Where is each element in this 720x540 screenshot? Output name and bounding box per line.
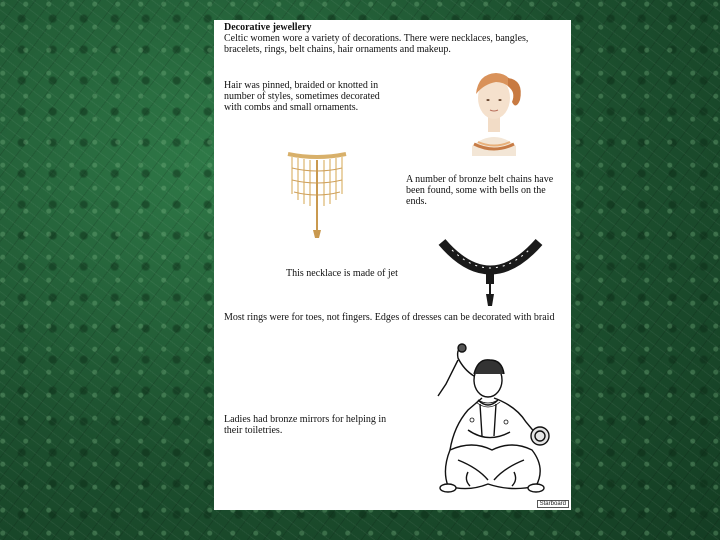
belt-chain-illustration	[286, 148, 348, 240]
hair-text: Hair was pinned, braided or knotted in number of styles, sometimes decorated with combs and small ornaments.	[224, 80, 380, 113]
document-page	[214, 20, 571, 510]
page-title: Decorative jewellery	[224, 22, 312, 33]
rings-text: Most rings were for toes, not fingers. Edges of dresses can be decorated with braid	[224, 312, 555, 323]
necklace-caption: This necklace is made of jet	[286, 268, 398, 279]
image-credit: Starboard	[537, 500, 569, 508]
intro-text: Celtic women wore a variety of decorations. There were necklaces, bangles, bracelets, rings, belt chains, hair ornaments and makeup.	[224, 33, 529, 55]
belt-text: A number of bronze belt chains have been found, some with bells on the ends.	[406, 174, 554, 207]
woman-portrait-illustration	[454, 56, 534, 156]
seated-woman-mirror-illustration	[428, 340, 556, 506]
mirrors-text: Ladies had bronze mirrors for helping in their toiletries.	[224, 414, 387, 436]
jet-necklace-illustration	[438, 238, 543, 310]
